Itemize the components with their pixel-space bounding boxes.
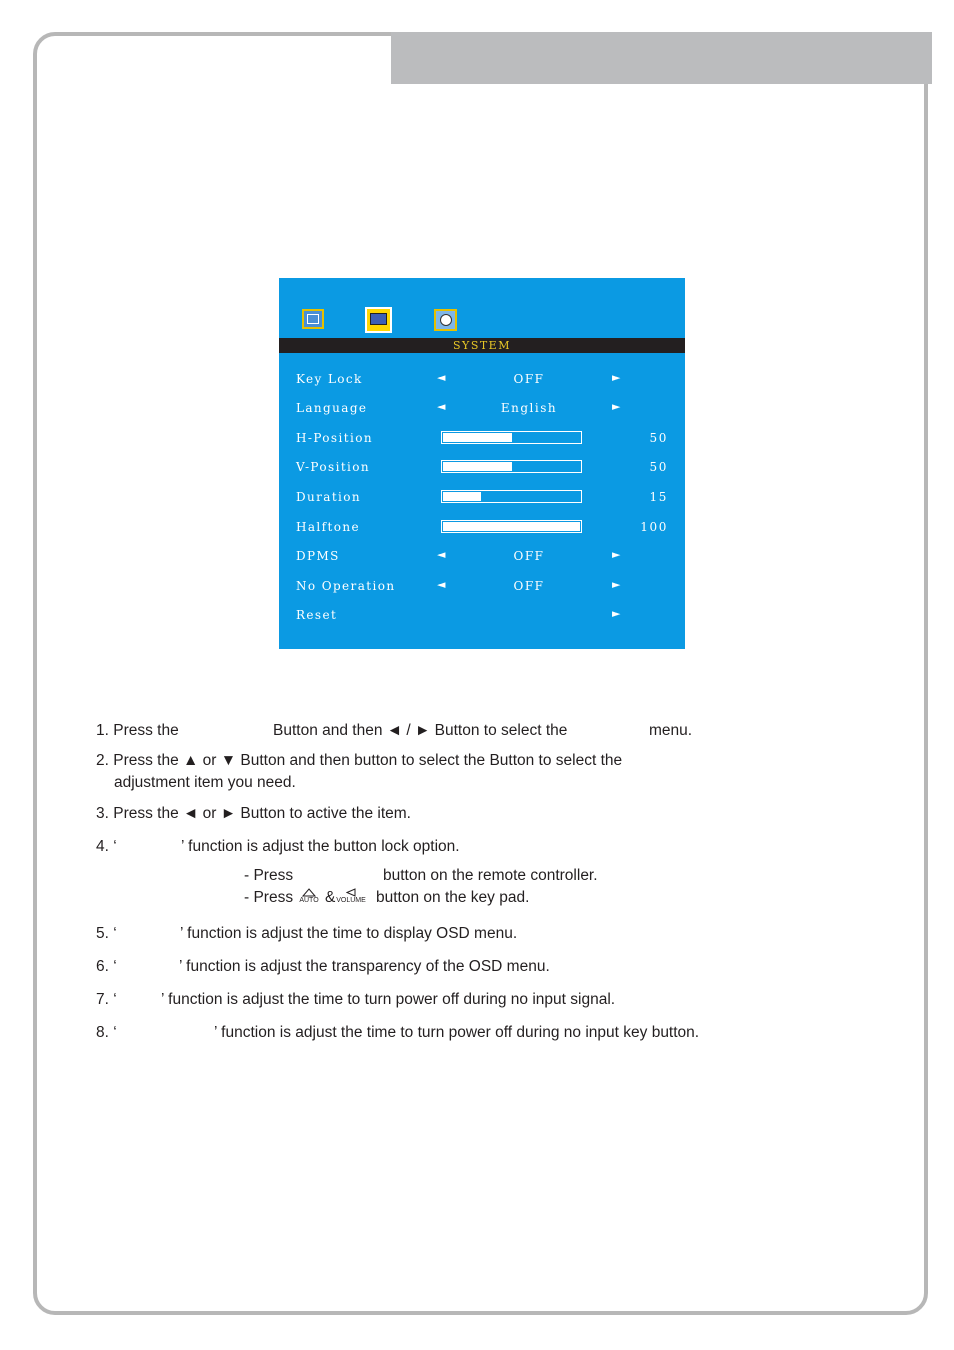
osd-slider-value: 50 xyxy=(649,460,668,474)
left-arrow-icon[interactable]: ◄ xyxy=(437,578,446,591)
left-arrow-icon[interactable]: ◄ xyxy=(437,548,446,561)
right-arrow-icon[interactable]: ► xyxy=(612,578,621,591)
osd-row-dpms[interactable] xyxy=(279,547,685,567)
step-4-sub-2-text-a: - Press xyxy=(244,889,294,906)
osd-row-no-operation[interactable] xyxy=(279,577,685,597)
step-1-text-a: 1. Press the xyxy=(96,722,179,739)
step-4-sub-2-text-b: button on the key pad. xyxy=(376,889,530,906)
osd-slider[interactable] xyxy=(441,490,582,503)
osd-title-bar xyxy=(279,338,685,353)
right-arrow-icon[interactable]: ► xyxy=(612,371,621,384)
step-1-text-b: Button and then ◄ / ► Button to select the xyxy=(273,722,568,739)
osd-row-h-position[interactable] xyxy=(279,429,685,449)
osd-slider-value: 100 xyxy=(640,520,668,534)
osd-row-value: OFF xyxy=(513,549,545,563)
osd-row-reset[interactable] xyxy=(279,606,685,626)
right-arrow-icon[interactable]: ► xyxy=(612,548,621,561)
osd-row-key-lock[interactable] xyxy=(279,370,685,390)
volume-label: VOLUME xyxy=(336,897,366,904)
left-arrow-icon[interactable]: ◄ xyxy=(437,400,446,413)
osd-row-language[interactable] xyxy=(279,399,685,419)
auto-label: AUTO xyxy=(299,897,319,904)
osd-slider[interactable] xyxy=(441,431,582,444)
osd-slider-fill xyxy=(443,433,512,442)
page-frame xyxy=(33,32,928,1315)
step-7-text-a: 7. ‘ xyxy=(96,991,117,1008)
osd-row-label: No Operation xyxy=(296,579,396,593)
volume-button-icon xyxy=(335,888,367,905)
step-6-text-b: ’ function is adjust the transparency of the OSD menu. xyxy=(179,958,550,975)
right-arrow-icon[interactable]: ► xyxy=(612,400,621,413)
left-arrow-icon[interactable]: ◄ xyxy=(437,371,446,384)
osd-slider-fill xyxy=(443,462,512,471)
osd-row-halftone[interactable] xyxy=(279,518,685,538)
clock-icon[interactable] xyxy=(434,309,457,331)
step-4-text-a: 4. ‘ xyxy=(96,838,117,855)
osd-row-label: Language xyxy=(296,401,368,415)
osd-slider[interactable] xyxy=(441,460,582,473)
step-6-text-a: 6. ‘ xyxy=(96,958,117,975)
osd-row-value: English xyxy=(500,401,558,415)
osd-row-label: Key Lock xyxy=(296,372,363,386)
step-4-sub-1-text-a: - Press xyxy=(244,867,294,884)
step-5-text-b: ’ function is adjust the time to display OSD menu. xyxy=(180,925,518,942)
osd-row-label: V-Position xyxy=(296,460,371,474)
osd-title: SYSTEM xyxy=(453,339,511,352)
osd-row-label: Duration xyxy=(296,490,362,504)
osd-row-value: OFF xyxy=(513,372,545,386)
step-2-text-b: adjustment item you need. xyxy=(114,774,296,791)
step-8-text-a: 8. ‘ xyxy=(96,1024,117,1041)
osd-row-label: Reset xyxy=(296,608,338,622)
auto-button-icon xyxy=(298,888,320,905)
osd-row-value: OFF xyxy=(513,579,545,593)
step-3-text: 3. Press the ◄ or ► Button to active the item. xyxy=(96,805,411,822)
osd-slider-fill xyxy=(443,492,481,501)
osd-slider-value: 50 xyxy=(649,431,668,445)
step-8-text-b: ’ function is adjust the time to turn power off during no input key button. xyxy=(214,1024,700,1041)
osd-row-label: Halftone xyxy=(296,520,360,534)
osd-row-v-position[interactable] xyxy=(279,458,685,478)
header-bar xyxy=(391,32,932,84)
step-7-text-b: ’ function is adjust the time to turn power off during no input signal. xyxy=(161,991,616,1008)
osd-row-duration[interactable] xyxy=(279,488,685,508)
osd-menu-screen xyxy=(279,278,685,649)
step-5-text-a: 5. ‘ xyxy=(96,925,117,942)
step-1-text-c: menu. xyxy=(649,722,693,739)
osd-slider-fill xyxy=(443,522,580,531)
osd-row-label: DPMS xyxy=(296,549,340,563)
osd-row-label: H-Position xyxy=(296,431,373,445)
ampersand: & xyxy=(325,889,336,906)
osd-slider-value: 15 xyxy=(649,490,668,504)
step-4-text-b: ’ function is adjust the button lock option. xyxy=(181,838,460,855)
right-arrow-icon[interactable]: ► xyxy=(612,607,621,620)
pc-icon[interactable] xyxy=(302,309,324,329)
osd-slider[interactable] xyxy=(441,520,582,533)
system-icon[interactable] xyxy=(365,307,392,333)
step-2-text-a: 2. Press the ▲ or ▼ Button and then button to select the Button to select the xyxy=(96,752,623,769)
step-4-sub-1-text-b: button on the remote controller. xyxy=(383,867,598,884)
